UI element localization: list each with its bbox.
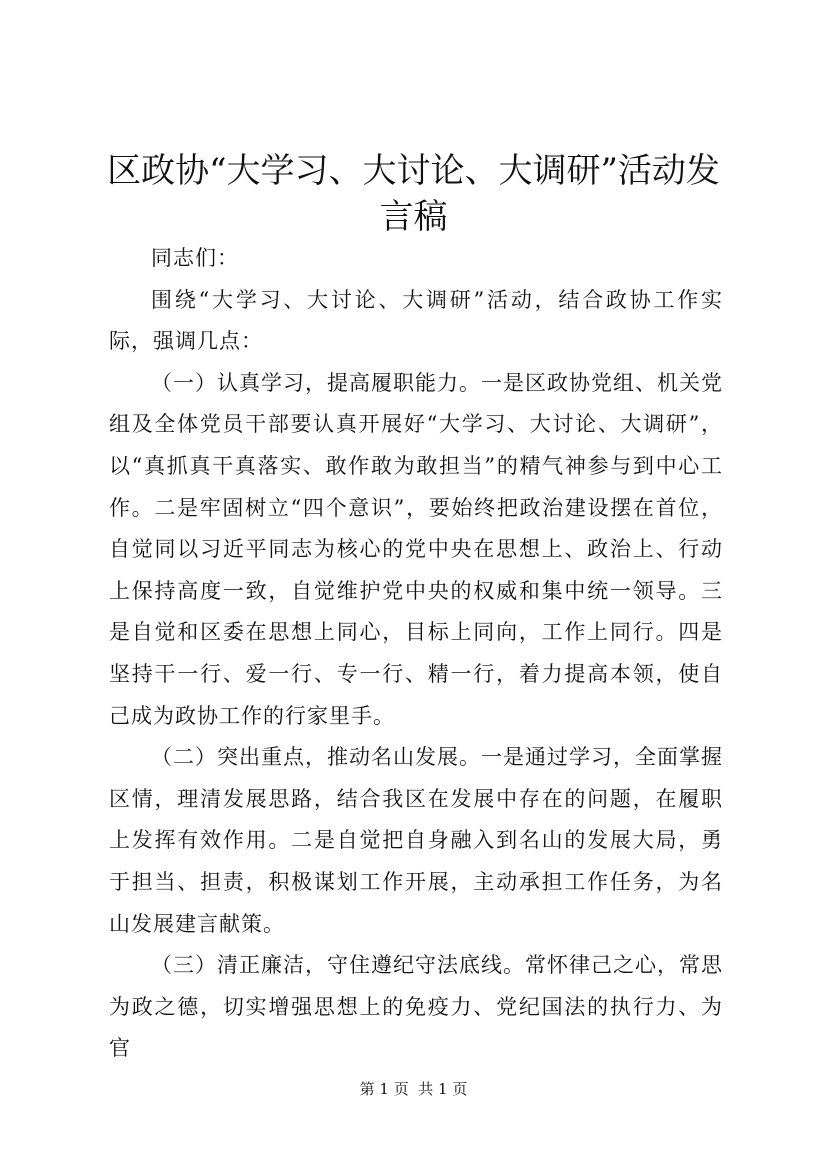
page-footer [0, 1079, 827, 1099]
intro-paragraph: 围绕“大学习、大讨论、大调研”活动，结合政协工作实际，强调几点： [109, 287, 723, 354]
page-number-label: 第 1 页 共 1 页 [359, 1080, 468, 1098]
salutation-paragraph: 同志们： [151, 246, 239, 270]
document-title: 区政协“大学习、大讨论、大调研”活动发言稿 [107, 151, 720, 237]
section-two-paragraph: （二）突出重点，推动名山发展。一是通过学习，全面掌握区情，理清发展思路，结合我区在发展中存在的问题，在履职上发挥有效作用。二是自觉把自身融入到名山的发展大局，勇于担当、担责，积极谋划工作开展，主动承担工作任务，为名山发展建言献策。 [109, 745, 723, 936]
section-one-paragraph: （一）认真学习，提高履职能力。一是区政协党组、机关党组及全体党员干部要认真开展好“大学习、大讨论、大调研”，以“真抓真干真落实、敢作敢为敢担当”的精气神参与到中心工作。二是牢固树立“四个意识”，要始终把政治建设摆在首位，自觉同以习近平同志为核心的党中央在思想上、政治上、行动上保持高度一致，自觉维护党中央的权威和集中统一领导。三是自觉和区委在思想上同心，目标上同向，工作上同行。四是坚持干一行、爱一行、专一行、精一行，着力提高本领，使自己成为政协工作的行家里手。 [109, 370, 723, 728]
document-body [109, 238, 723, 1070]
section-three-paragraph: （三）清正廉洁，守住遵纪守法底线。常怀律己之心，常思为政之德，切实增强思想上的免疫力、党纪国法的执行力、为官 [109, 953, 723, 1061]
